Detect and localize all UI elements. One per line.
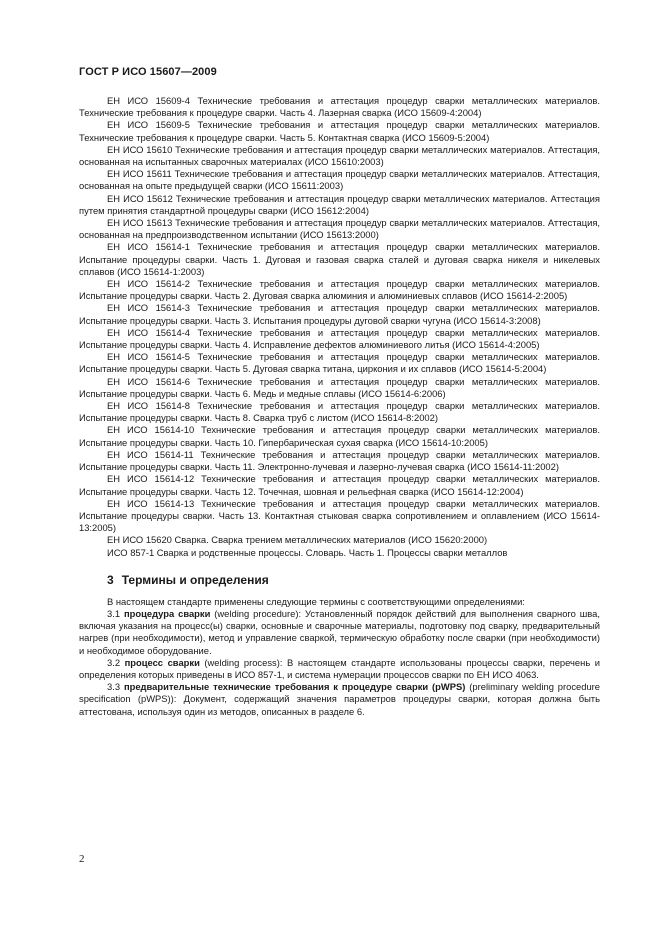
section-number: 3 <box>107 572 114 587</box>
page-header: ГОСТ Р ИСО 15607—2009 <box>79 66 217 78</box>
definition-number: 3.2 <box>107 656 121 668</box>
definition-term: процедура сварки <box>123 607 211 619</box>
reference-item: ЕН ИСО 15610 Технические требования и аттестация процедур сварки металлических материалов. Аттестация, основанная на испытанных сварочных материалах (ИСО 15610:2003) <box>79 143 600 168</box>
definition-number: 3.3 <box>107 681 121 693</box>
reference-item: ЕН ИСО 15612 Технические требования и аттестация процедур сварки металлических материалов. Аттестация путем принятия стандартной процедуры сварки (ИСО 15612:2004) <box>79 192 600 216</box>
reference-item: ЕН ИСО 15614-5 Технические требования и аттестация процедур сварки металлических материалов. Испытание процедуры сварки. Часть 5. Дуговая сварка титана, циркония и их сплавов (ИСО 15614-5:2004) <box>79 351 600 375</box>
reference-item: ЕН ИСО 15614-11 Технические требования и аттестация процедур сварки металлических материалов. Испытание процедуры сварки. Часть 11. Электронно-лучевая и лазерно-лучевая сварка (ИСО 15614-11:2002) <box>79 448 600 473</box>
reference-item: ЕН ИСО 15614-3 Технические требования и аттестация процедур сварки металлических материалов. Испытание процедуры сварки. Часть 3. Испытания процедуры дуговой сварки чугуна (ИСО 15614-3:2008) <box>79 302 600 326</box>
reference-item: ЕН ИСО 15609-5 Технические требования и аттестация процедур сварки металлических материалов. Технические требования к процедуре сварки. Часть 5. Контактная сварка (ИСО 15609-5:2004) <box>79 119 600 143</box>
section-title: Термины и определения <box>121 572 269 587</box>
definition <box>79 681 600 718</box>
definition-text: (welding procedure): Установленный порядок действий для выполнения сварного шва, включая указания на процесс(ы) сварки, основные и сварочные материалы, подготовку под сварку, предварительный нагрев (при необходимости), метод и управление сваркой, термическую обработку после сварки (при необходимости) и необходимое оборудование. <box>79 607 600 656</box>
definition-term: процесс сварки <box>124 656 200 668</box>
document-body <box>79 95 600 718</box>
reference-item: ЕН ИСО 15614-13 Технические требования и аттестация процедур сварки металлических материалов. Испытание процедуры сварки. Часть 13. Контактная стыковая сварка сопротивлением и оплавлением (ИСО 15614-13:2005) <box>79 497 600 534</box>
reference-item: ЕН ИСО 15609-4 Технические требования и аттестация процедур сварки металлических материалов. Технические требования к процедуре сварки. Часть 4. Лазерная сварка (ИСО 15609-4:2004) <box>79 95 600 119</box>
reference-item: ЕН ИСО 15611 Технические требования и аттестация процедур сварки металлических материалов. Аттестация, основанная на опыте предыдущей сварки (ИСО 15611:2003) <box>79 168 600 192</box>
reference-item: ЕН ИСО 15614-10 Технические требования и аттестация процедур сварки металлических материалов. Испытание процедуры сварки. Часть 10. Гипербарическая сухая сварка (ИСО 15614-10:2005) <box>79 424 600 448</box>
reference-item: ЕН ИСО 15614-6 Технические требования и аттестация процедур сварки металлических материалов. Испытание процедуры сварки. Часть 6. Медь и медные сплавы (ИСО 15614-6:2006) <box>79 375 600 399</box>
definition-text: (preliminary welding procedure specification (pWPS)): Документ, содержащий значения параметров процедуры сварки, которая должна быть аттестована, используя один из методов, описанных в разделе 6. <box>79 681 600 717</box>
page-number: 2 <box>79 853 85 865</box>
reference-item: ЕН ИСО 15614-1 Технические требования и аттестация процедур сварки металлических материалов. Испытание процедуры сварки. Часть 1. Дуговая и газовая сварка сталей и дуговая сварка никеля и никелевых сплавов (ИСО 15614-1:2003) <box>79 241 600 277</box>
reference-item: ЕН ИСО 15620 Сварка. Сварка трением металлических материалов (ИСО 15620:2000) <box>107 534 488 546</box>
definition <box>79 657 600 681</box>
definition-number: 3.1 <box>107 607 121 619</box>
reference-item: ИСО 857-1 Сварка и родственные процессы. Словарь. Часть 1. Процессы сварки металлов <box>107 546 508 558</box>
section-intro: В настоящем стандарте применены следующие термины с соответствующими определениями: <box>107 595 525 607</box>
definition-term: предварительные технические требования к процедуре сварки (pWPS) <box>123 681 466 693</box>
section-heading <box>79 573 600 587</box>
reference-item: ЕН ИСО 15614-4 Технические требования и аттестация процедур сварки металлических материалов. Испытание процедуры сварки. Часть 4. Исправление дефектов алюминиевого литья (ИСО 15614-4:2005) <box>79 326 600 351</box>
reference-item: ЕН ИСО 15614-12 Технические требования и аттестация процедур сварки металлических материалов. Испытание процедуры сварки. Часть 12. Точечная, шовная и рельефная сварка (ИСО 15614-12:2004) <box>79 473 600 497</box>
reference-item: ЕН ИСО 15614-8 Технические требования и аттестация процедур сварки металлических материалов. Испытание процедуры сварки. Часть 8. Сварка труб с листом (ИСО 15614-8:2002) <box>79 400 600 424</box>
reference-item: ЕН ИСО 15613 Технические требования и аттестация процедур сварки металлических материалов. Аттестация, основанная на предпроизводственном испытании (ИСО 15613:2000) <box>79 217 600 241</box>
definition <box>79 608 600 657</box>
reference-item: ЕН ИСО 15614-2 Технические требования и аттестация процедур сварки металлических материалов. Испытание процедуры сварки. Часть 2. Дуговая сварка алюминия и алюминиевых сплавов (ИСО 15614-2:2005) <box>79 278 600 302</box>
definition-text: (welding process): В настоящем стандарте использованы процессы сварки, перечень и определения которых приведены в ИСО 857-1, и система нумерации процессов сварки по ЕН ИСО 4063. <box>79 656 600 680</box>
